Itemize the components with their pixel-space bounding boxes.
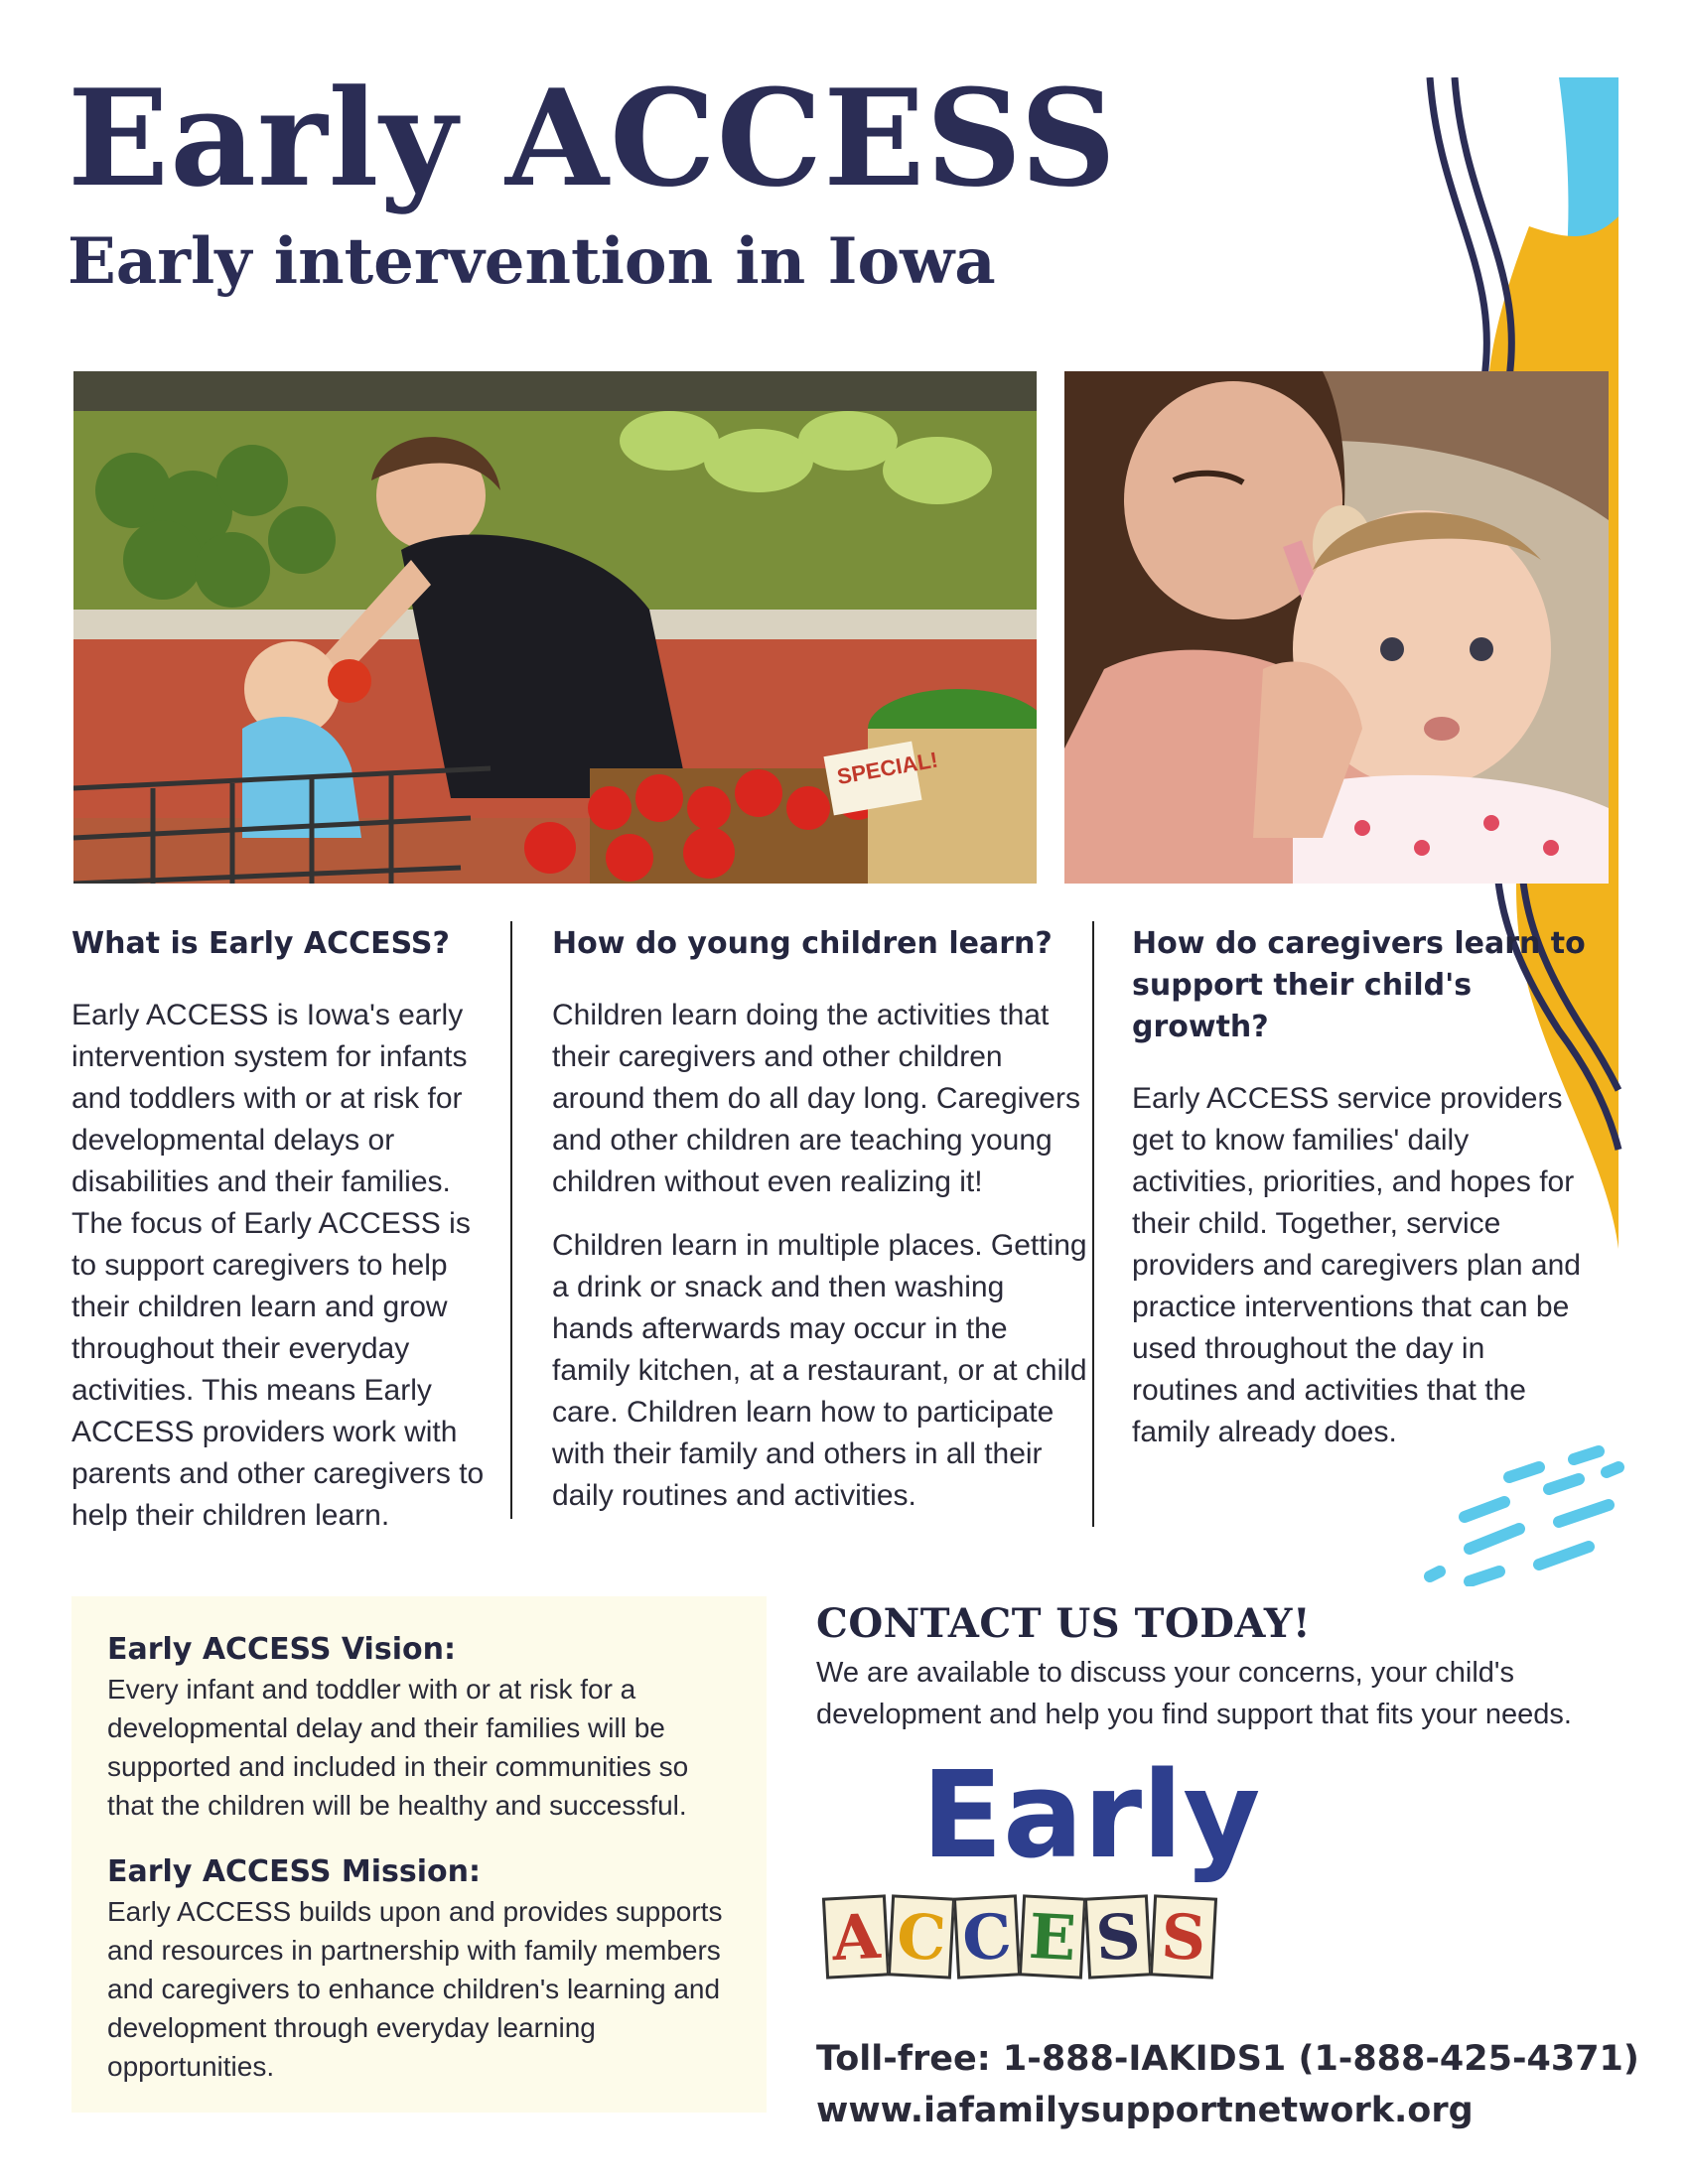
logo-letter-block: E — [1019, 1894, 1086, 1979]
column-paragraph: Children learn doing the activities that their caregivers and other children around them do all day long. Caregivers and other children are teaching young children without even realizing it! — [552, 999, 1080, 1198]
vision-text: Every infant and toddler with or at risk for a developmental delay and their families will be supported and included in their communities so that the children will be healthy and successful. — [107, 1674, 689, 1821]
contact-text: We are available to discuss your concerns, your child's development and help you find support that fits your needs. — [816, 1657, 1572, 1730]
mission-heading: Early ACCESS Mission: — [107, 1854, 481, 1889]
column-what-is-early-access — [71, 923, 498, 1537]
mother-brushing-baby-photo — [1064, 371, 1609, 884]
mission-text: Early ACCESS builds upon and provides supports and resources in partnership with family members and caregivers to enhance children's learning and development through everyday learning opportunities. — [107, 1896, 723, 2082]
column-heading: What is Early ACCESS? — [71, 926, 450, 961]
page-subtitle: Early intervention in Iowa — [68, 224, 996, 299]
column-paragraph: Early ACCESS service providers get to know families' daily activities, priorities, and hopes for their child. Together, service providers and caregivers plan and practice interventions that can be used throughout the day in routines and activities that the family already does. — [1132, 1082, 1581, 1448]
special-sign: SPECIAL! — [835, 747, 940, 790]
logo-letter-block: S — [1150, 1894, 1217, 1979]
page-title: Early ACCESS — [68, 60, 1117, 216]
column-how-children-learn — [552, 923, 1088, 1517]
column-divider — [510, 921, 512, 1519]
column-paragraph: Early ACCESS is Iowa's early intervention system for infants and toddlers with or at risk for developmental delays or disabilities and their families. The focus of Early ACCESS is to support caregivers to help their children learn and grow throughout their everyday activities. This means Early ACCESS providers work with parents and other caregivers to help their children learn. — [71, 999, 485, 1532]
vision-heading: Early ACCESS Vision: — [107, 1632, 456, 1667]
column-divider — [1092, 921, 1094, 1527]
early-access-logo — [824, 1747, 1340, 1995]
tollfree-number: Toll-free: 1-888-IAKIDS1 (1-888-425-4371) — [816, 2039, 1639, 2079]
logo-letter-block: A — [822, 1894, 890, 1979]
column-paragraph: Children learn in multiple places. Getting a drink or snack and then washing hands afterwards may occur in the family kitchen, at a restaurant, or at child care. Children learn how to participate with their family and others in all their daily routines and activities. — [552, 1229, 1087, 1512]
logo-word: Early — [921, 1747, 1261, 1885]
logo-letter-blocks — [824, 1896, 1217, 1978]
grocery-photo — [73, 371, 1037, 884]
column-heading: How do young children learn? — [552, 926, 1053, 961]
logo-letter-block: C — [953, 1894, 1021, 1979]
website-link[interactable]: www.iafamilysupportnetwork.org — [816, 2091, 1474, 2130]
contact-section — [816, 1600, 1611, 1735]
contact-heading: CONTACT US TODAY! — [816, 1600, 1312, 1647]
column-how-caregivers-learn — [1132, 923, 1599, 1453]
vision-mission-box — [71, 1596, 767, 2113]
column-heading: How do caregivers learn to support their child's growth? — [1132, 926, 1586, 1044]
logo-letter-block: S — [1084, 1894, 1152, 1979]
logo-letter-block: C — [888, 1894, 955, 1979]
